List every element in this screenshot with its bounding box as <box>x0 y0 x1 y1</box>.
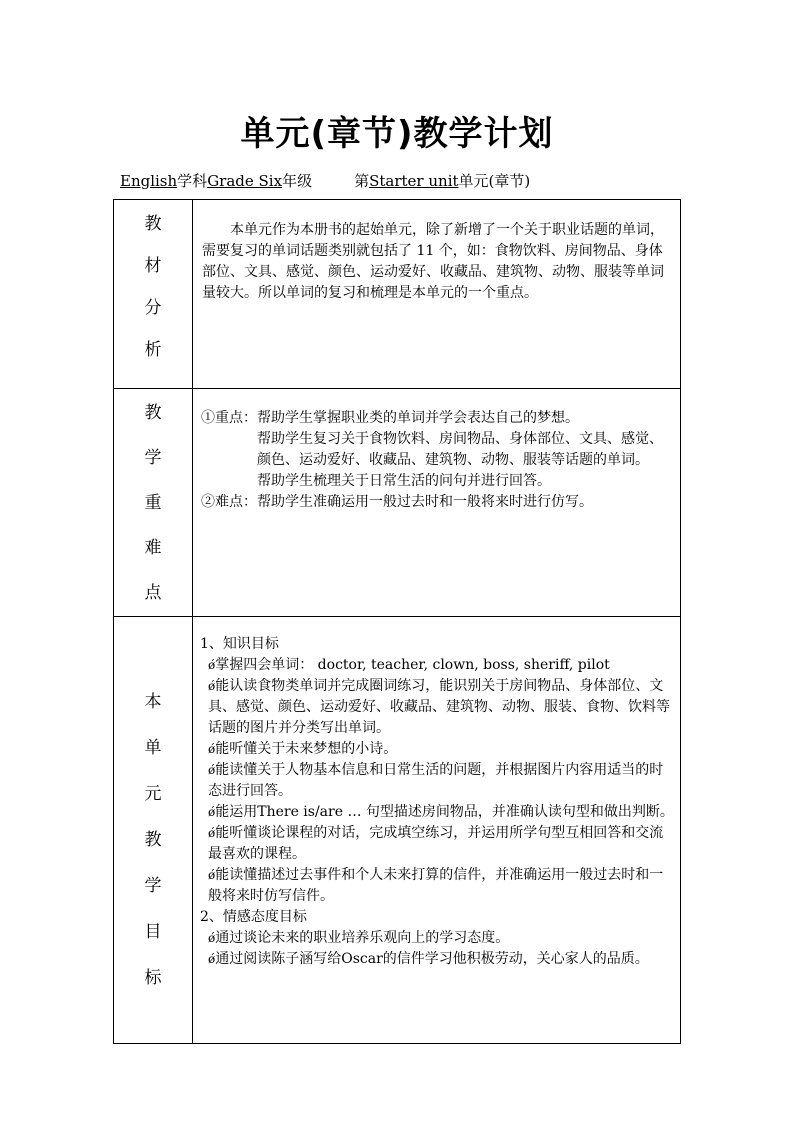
bullet-mark: ǿ <box>208 952 216 966</box>
label-char: 点 <box>144 583 162 603</box>
row-label <box>114 200 193 389</box>
subject-value: English <box>120 172 178 190</box>
label-char: 单 <box>144 738 162 758</box>
page-title: 单元(章节)教学计划 <box>240 114 554 154</box>
list-item <box>200 802 674 823</box>
list-item-text: 能听懂关于未来梦想的小诗。 <box>215 741 398 757</box>
list-item-text: 能读懂描述过去事件和个人未来打算的信件，并准确运用一般过去时和一般将来时仿写信件。 <box>208 867 664 904</box>
list-item-text: 掌握四会单词： doctor, teacher, clown, boss, sheriff, pilot <box>215 657 610 673</box>
row-content <box>193 617 681 1044</box>
row-content <box>193 200 681 389</box>
unit-label: 单元(章节) <box>458 172 531 190</box>
section-heading: 2、情感态度目标 <box>200 909 307 925</box>
list-item <box>200 739 674 760</box>
label-char: 本 <box>144 692 162 712</box>
list-item <box>200 823 674 865</box>
subject-line <box>120 170 530 191</box>
grade-label: 年级 <box>282 172 313 190</box>
row-label <box>114 617 193 1044</box>
list-item <box>200 928 674 949</box>
bullet-mark: ǿ <box>208 826 216 840</box>
analysis-paragraph: 本单元作为本册书的起始单元，除了新增了一个关于职业话题的单词，需要复习的单词话题类别就包括了 11 个，如：食物饮料、房间物品、身体部位、文具、感觉、颜色、运动爱好、收藏品、建筑物、动物、服装等单词量较大。所以单词的复习和梳理是本单元的一个重点。 <box>202 222 664 301</box>
table-row-unit-goals <box>114 617 681 1044</box>
bullet-mark: ǿ <box>208 868 216 882</box>
label-char: 分 <box>144 298 162 318</box>
label-char: 难 <box>144 538 162 558</box>
difficulty-line: ②难点：帮助学生准确运用一般过去时和一般将来时进行仿写。 <box>201 494 593 510</box>
label-char: 教 <box>144 403 162 423</box>
list-item <box>200 655 674 676</box>
grade-value: Grade Six <box>207 172 283 190</box>
subject-label: 学科 <box>177 172 208 190</box>
label-char: 析 <box>144 340 162 360</box>
list-item <box>200 865 674 907</box>
bullet-mark: ǿ <box>208 679 216 693</box>
key-point-line: ①重点：帮助学生掌握职业类的单词并学会表达自己的梦想。 <box>201 410 579 426</box>
unit-prefix: 第 <box>354 172 370 190</box>
list-item-text: 能读懂关于人物基本信息和日常生活的问题，并根据图片内容用适当的时态进行回答。 <box>208 762 664 799</box>
section-heading: 1、知识目标 <box>200 636 279 652</box>
label-char: 标 <box>144 968 162 988</box>
bullet-mark: ǿ <box>208 742 216 756</box>
label-char: 教 <box>144 830 162 850</box>
label-char: 学 <box>144 448 162 468</box>
bullet-mark: ǿ <box>208 658 216 672</box>
row-content <box>193 389 681 617</box>
label-char: 重 <box>144 493 162 513</box>
list-item-text: 能听懂谈论课程的对话，完成填空练习，并运用所学句型互相回答和交流最喜欢的课程。 <box>208 825 664 862</box>
label-char: 材 <box>144 256 162 276</box>
bullet-mark: ǿ <box>208 763 216 777</box>
list-item <box>200 676 674 739</box>
list-item-text: 通过谈论未来的职业培养乐观向上的学习态度。 <box>215 930 510 946</box>
list-item-text: 通过阅读陈子涵写给Oscar的信件学习他积极劳动，关心家人的品质。 <box>215 951 649 967</box>
list-item <box>200 949 674 970</box>
label-char: 目 <box>144 922 162 942</box>
row-label <box>114 389 193 617</box>
label-char: 教 <box>144 214 162 234</box>
list-item <box>200 760 674 802</box>
unit-value: Starter unit <box>369 172 459 190</box>
table-row-key-points <box>114 389 681 617</box>
table-row-material-analysis <box>114 200 681 389</box>
bullet-mark: ǿ <box>208 931 216 945</box>
list-item-text: 能认读食物类单词并完成圈词练习，能识别关于房间物品、身体部位、文具、感觉、颜色、运动爱好、收藏品、建筑物、动物、服装、食物、饮料等话题的图片并分类写出单词。 <box>208 678 670 736</box>
list-item-text: 能运用There is/are … 句型描述房间物品，并准确认读句型和做出判断。 <box>215 804 674 820</box>
key-point-line: 帮助学生梳理关于日常生活的问句并进行回答。 <box>257 473 551 489</box>
bullet-mark: ǿ <box>208 805 216 819</box>
label-char: 元 <box>144 784 162 804</box>
label-char: 学 <box>144 876 162 896</box>
plan-table <box>113 199 681 1044</box>
key-point-line: 帮助学生复习关于食物饮料、房间物品、身体部位、文具、感觉、颜色、运动爱好、收藏品、建筑物、动物、服装等话题的单词。 <box>257 431 663 468</box>
